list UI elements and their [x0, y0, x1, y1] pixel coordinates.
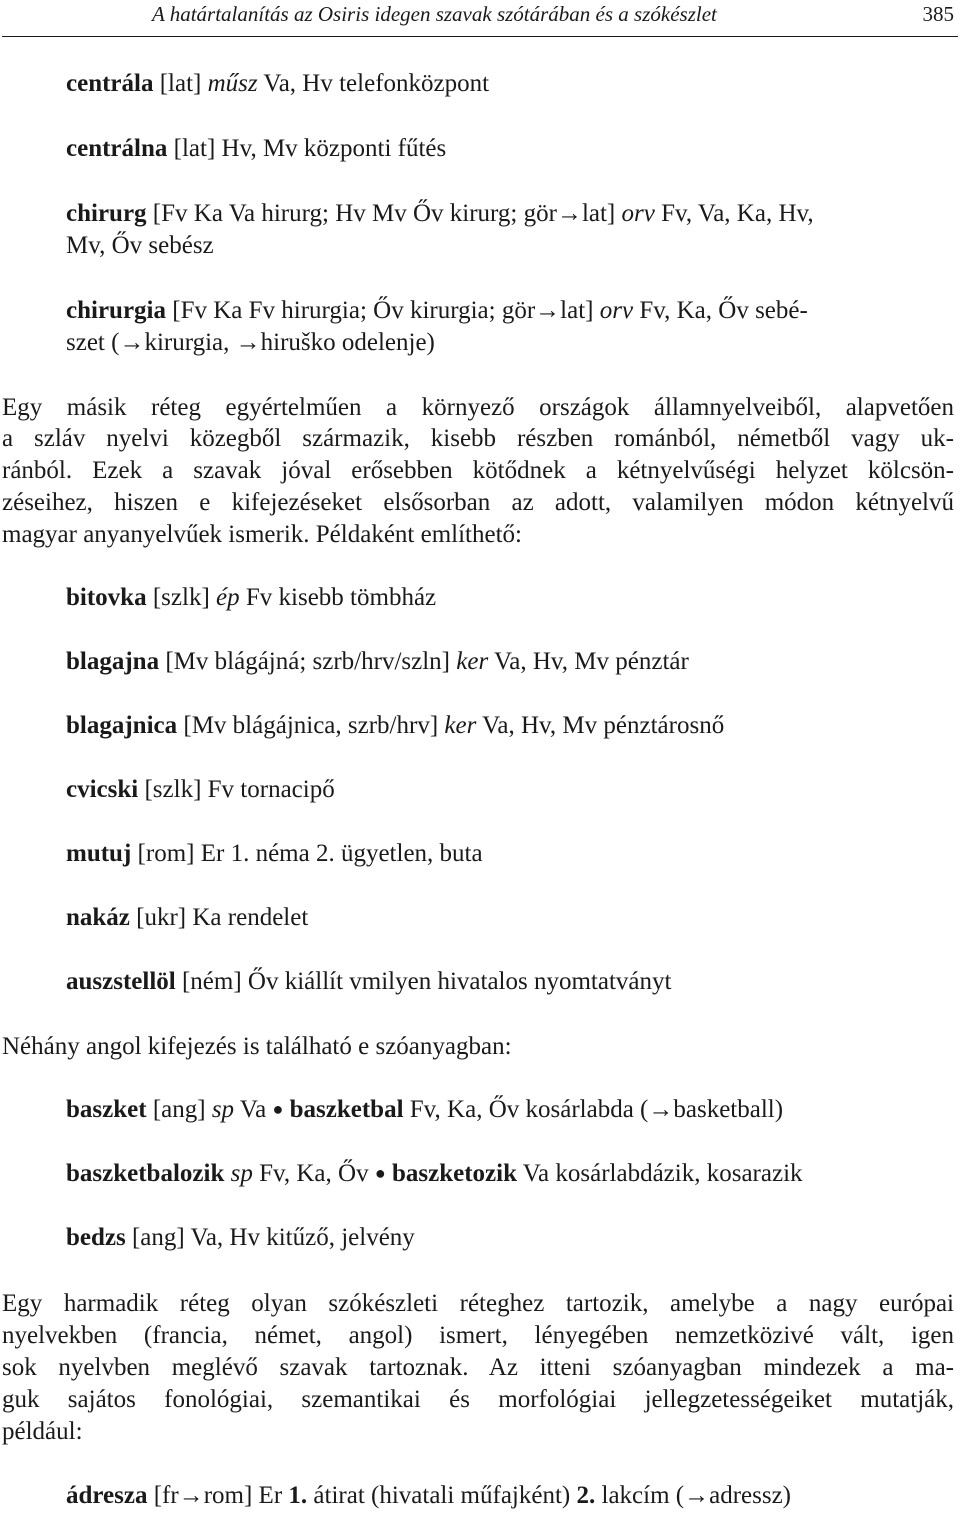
- entry-baszket: baszket [ang] sp Va ● baszketbal Fv, Ka, Őv kosárlabda (→basketball): [66, 1096, 784, 1123]
- paragraph-2: Néhány angol kifejezés is található e szóanyagban:: [2, 1033, 512, 1060]
- entry-chirurg-continuation: Mv, Őv sebész: [66, 232, 214, 259]
- entry-mutuj: mutuj [rom] Er 1. néma 2. ügyetlen, buta: [66, 840, 483, 867]
- header-rule: [2, 36, 958, 37]
- page-header: [0, 0, 960, 40]
- entry-centrala: centrála [lat] műsz Va, Hv telefonközpont: [66, 70, 490, 97]
- page-number: 385: [922, 2, 954, 26]
- entry-baszketbalozik: baszketbalozik sp Fv, Ka, Őv ● baszketozik Va kosárlabdázik, kosarazik: [66, 1160, 803, 1187]
- bullet-icon: ●: [374, 1163, 386, 1183]
- entry-cvicski: cvicski [szlk] Fv tornacipő: [66, 776, 335, 803]
- entry-nakaz: nakáz [ukr] Ka rendelet: [66, 904, 309, 931]
- entry-bedzs: bedzs [ang] Va, Hv kitűző, jelvény: [66, 1224, 415, 1251]
- paragraph-3-line: Egy harmadik réteg olyan szókészleti réteghez tartozik, amelybe a nagy európai: [2, 1290, 954, 1317]
- paragraph-3-line: nyelvekben (francia, német, angol) ismert, lényegében nemzetközivé vált, igen: [2, 1322, 954, 1349]
- entry-adresza: ádresza [fr→rom] Er 1. átirat (hivatali műfajként) 2. lakcím (→adressz): [66, 1482, 792, 1509]
- paragraph-1-line: a szláv nyelvi közegből származik, kisebb részben románból, németből vagy uk-: [2, 425, 954, 452]
- paragraph-1-line: Egy másik réteg egyértelműen a környező országok államnyelveiből, alapvetően: [2, 394, 954, 421]
- entry-blagajna: blagajna [Mv blágájná; szrb/hrv/szln] ker Va, Hv, Mv pénztár: [66, 648, 689, 675]
- entry-chirurg: chirurg [Fv Ka Va hirurg; Hv Mv Őv kirurg; gör→lat] orv Fv, Va, Ka, Hv,: [66, 200, 814, 227]
- paragraph-3-line: sok nyelvben meglévő szavak tartoznak. Az itteni szóanyagban mindezek a ma-: [2, 1354, 954, 1381]
- paragraph-3-line: guk sajátos fonológiai, szemantikai és morfológiai jellegzetességeiket mutatják,: [2, 1386, 954, 1413]
- entry-chirurgia-continuation: szet (→kirurgia, →hiruško odelenje): [66, 329, 435, 356]
- paragraph-1-line: magyar anyanyelvűek ismerik. Példaként említhető:: [2, 521, 522, 548]
- entry-centralna: centrálna [lat] Hv, Mv központi fűtés: [66, 135, 447, 162]
- paragraph-3-line: például:: [2, 1418, 83, 1445]
- bullet-icon: ●: [272, 1099, 284, 1119]
- entry-bitovka: bitovka [szlk] ép Fv kisebb tömbház: [66, 584, 437, 611]
- running-title: A határtalanítás az Osiris idegen szavak szótárában és a szókészlet: [152, 2, 717, 26]
- entry-chirurgia: chirurgia [Fv Ka Fv hirurgia; Őv kirurgia; gör→lat] orv Fv, Ka, Őv sebé-: [66, 297, 808, 324]
- entry-auszstellol: auszstellöl [ném] Őv kiállít vmilyen hivatalos nyomtatványt: [66, 968, 672, 995]
- entry-blagajnica: blagajnica [Mv blágájnica, szrb/hrv] ker Va, Hv, Mv pénztárosnő: [66, 712, 725, 739]
- paragraph-1-line: ránból. Ezek a szavak jóval erősebben kötődnek a kétnyelvűségi helyzet kölcsön-: [2, 457, 954, 484]
- paragraph-1-line: zéseihez, hiszen e kifejezéseket elsősorban az adott, valamilyen módon kétnyelvű: [2, 489, 954, 516]
